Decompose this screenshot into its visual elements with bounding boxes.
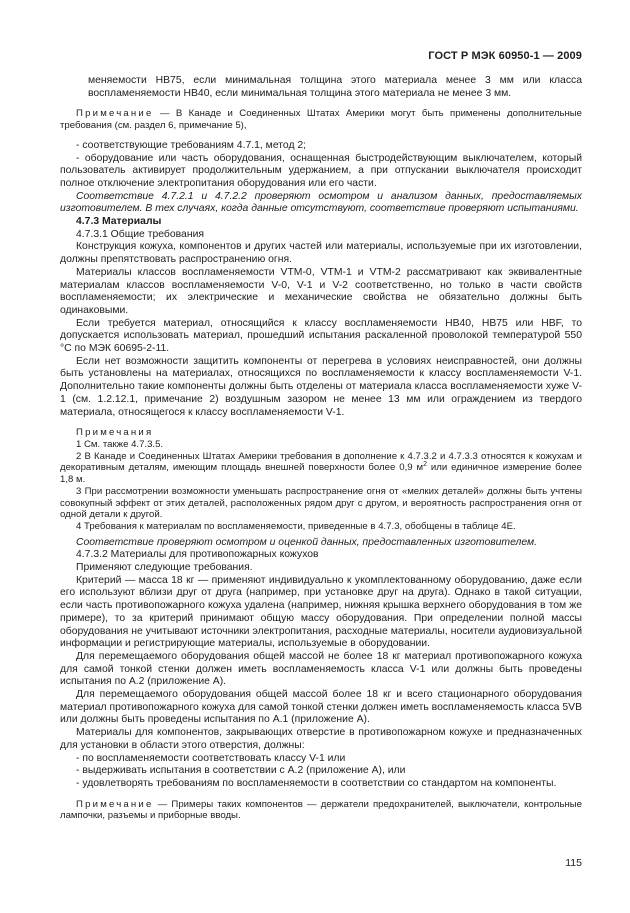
list-item: - удовлетворять требованиям по воспламеняемости в соответствии со стандартом на компоненты. [76,777,557,789]
note-item: 2 В Канаде и Соединенных Штатах Америки требования в дополнение к 4.7.3.2 и 4.7.3.3 относятся к кожухам и декоративным деталям, имеющим площадь внешней поверхности более 0,9 $м^2$ или единичное измерение более 1,8 м. [60,450,582,486]
paragraph: Критерий — масса 18 кг — применяют индивидуально к укомплектованному оборудованию, даже если его используют вблизи друг от друга (например, при установке друг на друга). Однако в такой ситуации, если часть противопожарного кожуха удалена (например, нижняя крышка верхнего оборудования в том же примере), то за критерий принимают общую массу оборудования. При определении полной массы оборудования не учитывают источники электропитания, расходные материалы, носители аудиовизуальной информации и регистрирующие материалы, используемые в оборудовании. [60,574,582,650]
paragraph: Для перемещаемого оборудования общей массой более 18 кг и всего стационарного оборудования материал противопожарного кожуха для самой тонкой стенки должен иметь воспламеняемость класса 5VB или должны быть проведены испытания по А.1 (приложение А). [60,689,582,726]
notes-heading: Примечания [76,427,154,439]
note-item: 1 См. также 4.7.3.5. [76,438,164,450]
compliance-text: Соответствие проверяют осмотром и оценкой данных, предоставленных изготовителем. [76,536,538,548]
paragraph: Для перемещаемого оборудования общей массой не более 18 кг материал противопожарного кожуха для самой тонкой стенки должен иметь воспламеняемость класса V-1 или должны быть проведены испытания по А.2 (приложение А). [60,650,582,688]
compliance-text: Соответствие 4.7.2.1 и 4.7.2.2 проверяют осмотром и анализом данных, предоставляемых изготовителем. В тех случаях, когда данные отсутствуют, соответствие проверяют испытаниями. [60,190,582,215]
superscript: 2 [423,461,427,469]
paragraph: Конструкция кожуха, компонентов и других частей или материалы, используемые при их изготовлении, должны препятствовать распространению огня. [60,241,582,266]
note-text: — Примеры таких компонентов — держатели предохранителей, выключатели, контрольные лампочки, разъемы и приборные вводы. [60,798,582,822]
subsection-heading: 4.7.3.1 Общие требования [76,228,204,240]
note-label: Примечание [76,798,154,810]
list-item: - оборудование или часть оборудования, оснащенная быстродействующим выключателем, который пользователь активирует продолжительным удержанием, а при отпускании выключателя происходит полное отключение электропитания оборудования или его части. [60,152,582,189]
note-item: 3 При рассмотрении возможности уменьшать распространение огня от «мелких деталей» должны быть учтены совокупный эффект от этих деталей, расположенных рядом друг с другом, и вероятность распространения огня от одной детали к другой. [60,485,582,521]
note-item: 4 Требования к материалам по воспламеняемости, приведенные в 4.7.3, обобщены в таблице 4Е. [76,520,516,532]
document-header: ГОСТ Р МЭК 60950-1 — 2009 [428,50,582,62]
note-text: — В Канаде и Соединенных Штатах Америки могут быть применены дополнительные требования (см. раздел 6, примечание 5), [60,108,582,132]
page-number: 115 [565,857,582,869]
note-label: Примечание [76,108,154,120]
list-item: - по воспламеняемости соответствовать классу V-1 или [76,752,346,764]
list-item: - соответствующие требованиям 4.7.1, метод 2; [76,139,307,151]
paragraph: Материалы для компонентов, закрывающих отверстие в противопожарном кожухе и предназначенных для установки в области этого отверстия, должны: [60,727,582,751]
paragraph: меняемости НВ75, если минимальная толщина этого материала менее 3 мм или класса воспламеняемости НВ40, если минимальная толщина этого материала не менее 3 мм. [88,75,582,99]
note [60,799,582,822]
list-item: - выдерживать испытания в соответствии с А.2 (приложение А), или [76,765,406,777]
paragraph: Если нет возможности защитить компоненты от перегрева в условиях неисправностей, они должны быть установлены на материалах, относящихся по воспламеняемости к классу воспламеняемости V-1. Дополнительно такие компоненты должны быть отделены от материала класса воспламеняемости хуже V-1 (см. 1.2.12.1, примечание 2) воздушным зазором не менее 13 мм или ограждением из твердого материала, относящегося к классу воспламеняемости V-1. [60,355,582,418]
paragraph: Если требуется материал, относящийся к классу воспламеняемости НВ40, НВ75 или НВF, то допускается использовать материал, прошедший испытания раскаленной проволокой температурой 550 °С по МЭК 60695-2-11. [60,317,582,355]
subsection-heading: 4.7.3.2 Материалы для противопожарных кожухов [76,549,319,561]
paragraph: Применяют следующие требования. [76,562,253,574]
document-body [60,75,582,822]
note [60,108,582,131]
section-heading: 4.7.3 Материалы [76,216,162,228]
paragraph: Материалы классов воспламеняемости VTM-0, VTM-1 и VTM-2 рассматривают как эквивалентные материалам классов воспламеняемости V-0, V-1 и V-2 соответственно, но только в части свойств воспламеняемости; их электрические и механические свойства не обязательно должны быть одинаковыми. [60,266,582,316]
